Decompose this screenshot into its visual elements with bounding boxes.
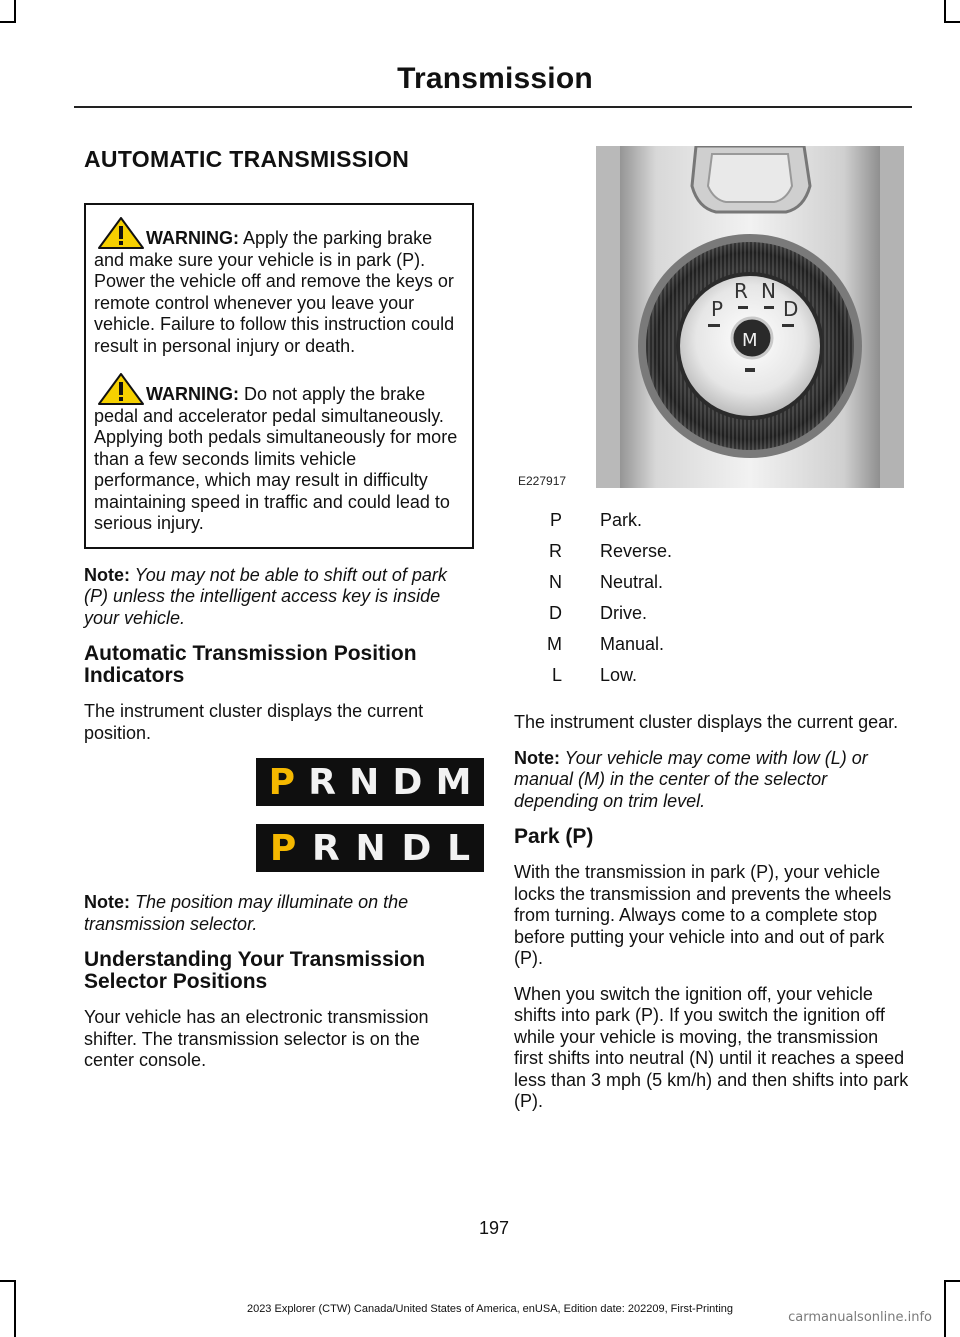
legend-key: L (551, 665, 562, 685)
legend-key: D (549, 603, 562, 623)
header-rule (74, 106, 912, 108)
gear-letter: N (349, 761, 380, 803)
legend-row (514, 665, 910, 696)
note-illuminate (84, 892, 474, 935)
legend-row (514, 634, 910, 665)
crop-mark (944, 21, 960, 23)
rotary-shifter-illustration (596, 146, 904, 488)
heading-selector-positions: Understanding Your Transmission Selector Positions (84, 948, 426, 993)
legend-value: Neutral. (600, 572, 664, 592)
crop-mark (944, 0, 946, 22)
legend-value: Park. (600, 510, 643, 530)
warning-label: WARNING: (146, 228, 239, 248)
note-park-key (84, 565, 474, 630)
note-low-manual (514, 748, 910, 813)
gear-letter: M (435, 761, 472, 803)
legend-key: P (549, 510, 562, 530)
note-label: Note: (84, 564, 130, 585)
gear-letter: R (312, 827, 340, 869)
legend-key: N (549, 572, 562, 592)
park-paragraph-2: When you switch the ignition off, your vehicle shifts into park (P). If you switch the ignition off while your vehicle is moving, the transmission first shifts into neutral (N) until it reaches a speed less than 3 mph (5 km/h) and then shifts into park (P). (514, 983, 909, 1111)
page-number: 197 (478, 1218, 510, 1238)
note-text: You may not be able to shift out of park (P) unless the intelligent access key is inside your vehicle. (84, 564, 447, 628)
page-header-title: Transmission (397, 62, 593, 95)
legend-value: Low. (600, 665, 638, 685)
gear-indicator-prndm (256, 758, 484, 806)
svg-text:D: D (783, 297, 799, 321)
left-column (84, 146, 474, 1086)
crop-mark (14, 0, 16, 22)
park-paragraph-1: With the transmission in park (P), your vehicle locks the transmission and prevents the wheels from turning. Always come to a complete stop before putting your vehicle into and out of park (P). (514, 862, 892, 968)
legend-value: Drive. (600, 603, 648, 623)
heading-position-indicators: Automatic Transmission Position Indicators (84, 642, 417, 687)
crop-mark (0, 21, 16, 23)
heading-park: Park (P) (514, 825, 594, 848)
watermark: carmanualsonline.info (788, 1310, 932, 1325)
figure-code: E227917 (518, 474, 567, 488)
legend-key: R (549, 541, 562, 561)
gear-letter: D (401, 827, 432, 869)
gear-letter: R (308, 761, 336, 803)
legend-value: Reverse. (600, 541, 673, 561)
gear-indicator-prndl (256, 824, 484, 872)
crop-mark (944, 1280, 960, 1282)
svg-text:R: R (734, 279, 748, 303)
legend-row (514, 572, 910, 603)
note-label: Note: (84, 892, 130, 912)
legend-key: M (547, 634, 562, 654)
warning-label: WARNING: (146, 384, 239, 404)
svg-text:N: N (761, 279, 776, 303)
gear-letter: N (355, 827, 386, 869)
selector-paragraph: Your vehicle has an electronic transmission shifter. The transmission selector is on the center console. (84, 1007, 429, 1070)
cluster-paragraph: The instrument cluster displays the current gear. (514, 712, 899, 732)
indicators-paragraph: The instrument cluster displays the current position. (84, 701, 424, 743)
legend-row (514, 510, 910, 541)
warning-text: Apply the parking brake and make sure your vehicle is in park (P). Power the vehicle off and remove the keys or remote control whenever you leave your vehicle. Failure to follow this instruction could result in personal injury or death. (94, 228, 455, 356)
gear-letter-active: P (268, 761, 295, 803)
legend-row (514, 541, 910, 572)
note-label: Note: (514, 747, 560, 768)
svg-text:M: M (742, 330, 758, 351)
gear-letter: D (392, 761, 423, 803)
gear-indicator-figures (84, 758, 474, 872)
warning-paragraph (94, 217, 464, 357)
warning-paragraph (94, 373, 464, 535)
footer-edition: 2023 Explorer (CTW) Canada/United States of America, enUSA, Edition date: 202209, First-Printing (246, 1303, 734, 1315)
svg-text:P: P (711, 297, 724, 321)
warning-triangle-icon (98, 217, 144, 249)
warning-text: Do not apply the brake pedal and accelerator pedal simultaneously. Applying both pedals simultaneously for more than a few seconds limits vehicle performance, which may result in difficulty maintaining speed in traffic and could lead to serious injury. (94, 384, 458, 533)
right-column (514, 146, 910, 1127)
section-title: AUTOMATIC TRANSMISSION (84, 146, 410, 172)
legend-value: Manual. (600, 634, 665, 654)
warning-triangle-icon (98, 373, 144, 405)
gear-letter-active: P (269, 827, 297, 869)
warning-box (84, 203, 474, 549)
gear-letter: L (447, 827, 471, 869)
gear-legend (514, 510, 910, 696)
shifter-figure (514, 146, 910, 488)
crop-mark (0, 1280, 16, 1282)
note-text: Your vehicle may come with low (L) or manual (M) in the center of the selector depending on trim level. (514, 747, 868, 811)
legend-row (514, 603, 910, 634)
note-text: The position may illuminate on the transmission selector. (84, 892, 409, 934)
